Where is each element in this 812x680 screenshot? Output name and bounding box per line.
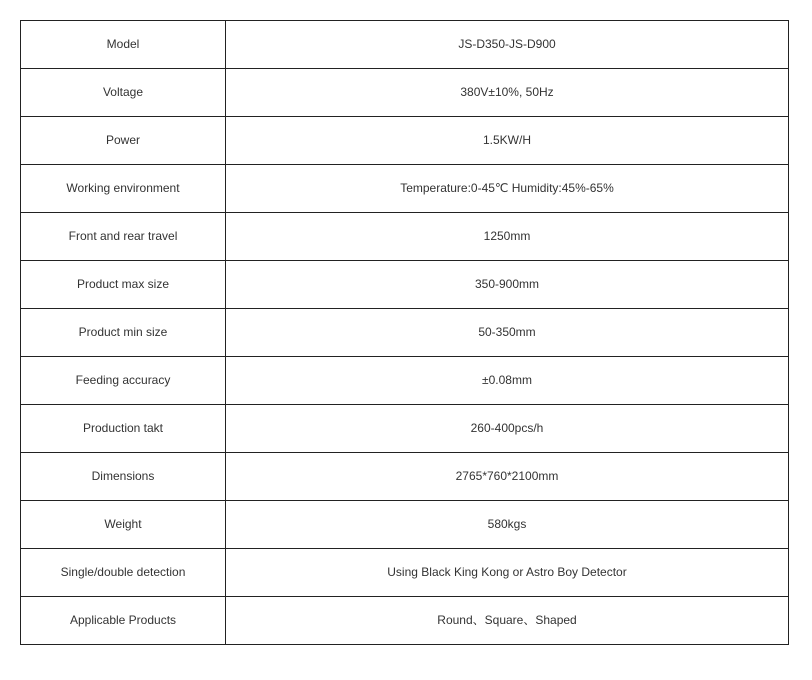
spec-value: 2765*760*2100mm [226,453,789,501]
table-row-working-environment [21,165,789,213]
spec-label: Production takt [21,405,226,453]
spec-value: JS-D350-JS-D900 [226,21,789,69]
spec-label: Weight [21,501,226,549]
spec-value: Temperature:0-45℃ Humidity:45%-65% [226,165,789,213]
table-row-model [21,21,789,69]
spec-value: ±0.08mm [226,357,789,405]
spec-label: Feeding accuracy [21,357,226,405]
table-row-voltage [21,69,789,117]
table-row-dimensions [21,453,789,501]
spec-table [20,20,789,645]
table-row-front-rear-travel [21,213,789,261]
table-row-product-min-size [21,309,789,357]
table-row-weight [21,501,789,549]
spec-value: 580kgs [226,501,789,549]
spec-label: Applicable Products [21,597,226,645]
spec-value: 50-350mm [226,309,789,357]
table-row-production-takt [21,405,789,453]
spec-label: Product max size [21,261,226,309]
spec-value: 380V±10%, 50Hz [226,69,789,117]
spec-label: Single/double detection [21,549,226,597]
spec-value: 350-900mm [226,261,789,309]
spec-table-body [21,21,789,645]
spec-value: Using Black King Kong or Astro Boy Detector [226,549,789,597]
spec-label: Dimensions [21,453,226,501]
table-row-applicable-products [21,597,789,645]
table-row-power [21,117,789,165]
spec-value: 1250mm [226,213,789,261]
spec-label: Front and rear travel [21,213,226,261]
spec-value: 1.5KW/H [226,117,789,165]
spec-label: Working environment [21,165,226,213]
spec-value: 260-400pcs/h [226,405,789,453]
spec-label: Power [21,117,226,165]
table-row-product-max-size [21,261,789,309]
spec-value: Round、Square、Shaped [226,597,789,645]
table-row-detection [21,549,789,597]
table-row-feeding-accuracy [21,357,789,405]
spec-label: Model [21,21,226,69]
spec-label: Voltage [21,69,226,117]
spec-label: Product min size [21,309,226,357]
